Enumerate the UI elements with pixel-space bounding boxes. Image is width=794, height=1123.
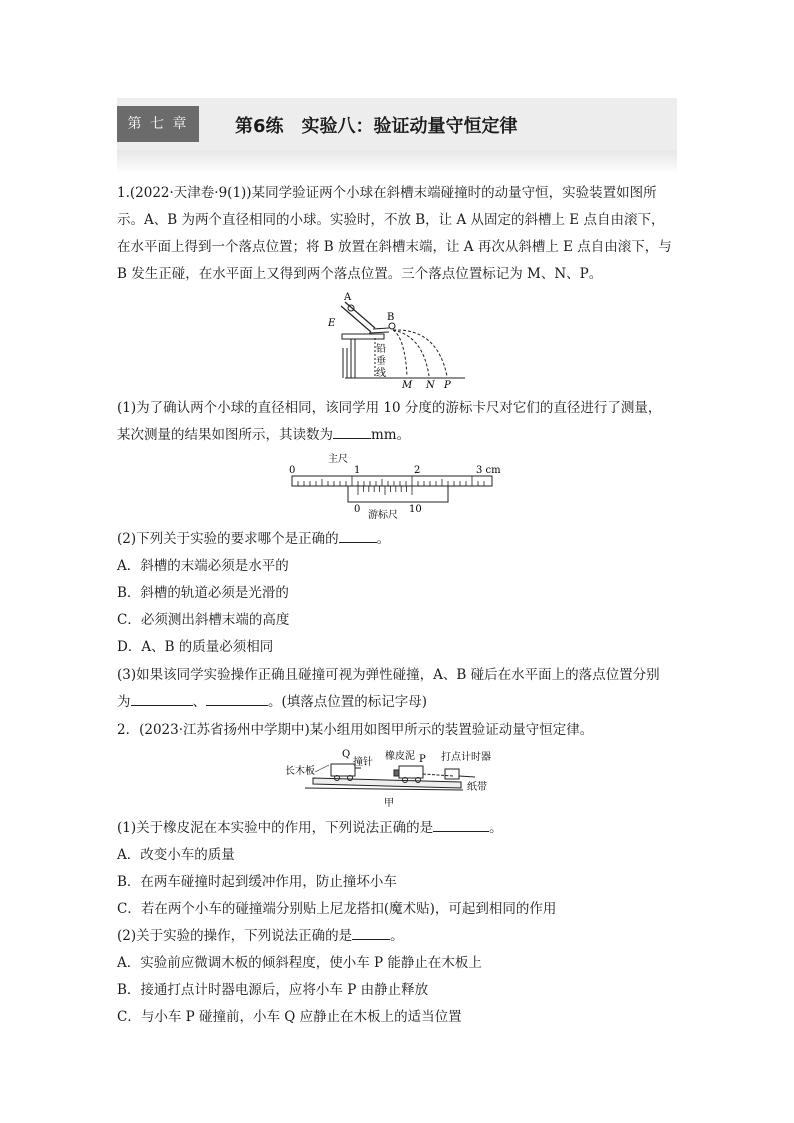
vernier-scale-label: 游标尺 <box>368 510 398 521</box>
main-num-3: 3 cm <box>476 465 501 476</box>
main-num-2: 2 <box>414 465 421 476</box>
label-M: M <box>402 380 413 390</box>
q2-sub2-option-b[interactable]: B．接通打点计时器电源后，应将小车 P 由静止释放 <box>117 982 429 998</box>
q2-sub1-option-c[interactable]: C．若在两个小车的碰撞端分别贴上尼龙搭扣(魔术贴)，可起到相同的作用 <box>117 901 557 917</box>
q2-sub1-option-a[interactable]: A．改变小车的质量 <box>117 847 235 863</box>
q1-option-d[interactable]: D．A、B 的质量必须相同 <box>117 639 274 655</box>
q1-option-a[interactable]: A．斜槽的末端必须是水平的 <box>117 558 289 574</box>
main-num-0: 0 <box>289 465 296 476</box>
main-num-1: 1 <box>354 465 361 476</box>
label-A: A <box>344 292 352 303</box>
q1-sub1-answer-blank[interactable] <box>333 425 371 439</box>
q1-sub2-answer-blank[interactable] <box>339 529 377 543</box>
chapter-tab: 第 七 章 <box>117 106 199 142</box>
q2-sub1: (1)关于橡皮泥在本实验中的作用，下列说法正确的是 。 <box>117 820 503 836</box>
q2-cart-figure <box>285 744 505 810</box>
page-title: 第6练 实验八：验证动量守恒定律 <box>235 116 518 137</box>
label-E: E <box>328 318 336 329</box>
q1-stem: 1.(2022·天津卷·9(1))某同学验证两个小球在斜槽末端碰撞时的动量守恒，实验装置如图所示。A、B 为两个直径相同的小球。实验时，不放 B，让 A 从固定的斜槽上 E 点自由滚下，在水平面上得到一个落点位置；将 B 放置在斜槽末端，让 A 再次从斜槽上 E 点自由滚下，与 B 发生正碰，在水平面上又得到两个落点位置。三个落点位置标记为 M、N、P。 <box>117 185 672 282</box>
label-putty: 橡皮泥 <box>385 751 415 762</box>
label-cart-P: P <box>419 754 426 765</box>
label-plumb-3: 线 <box>376 368 386 379</box>
vernier-num-0: 0 <box>354 504 361 515</box>
label-N: N <box>426 380 435 390</box>
q1-sub2: (2)下列关于实验的要求哪个是正确的 。 <box>117 531 391 547</box>
header-shadow <box>117 150 677 174</box>
vernier-num-10: 10 <box>409 504 422 515</box>
q2-sub1-option-b[interactable]: B．在两车碰撞时起到缓冲作用，防止撞坏小车 <box>117 874 397 890</box>
q1-sub3-line1: (3)如果该同学实验操作正确且碰撞可视为弹性碰撞，A、B 碰后在水平面上的落点位置分别 <box>117 667 660 683</box>
q2-sub1-answer-blank[interactable] <box>433 818 489 832</box>
label-plumb-2: 垂 <box>376 356 386 367</box>
q1-sub1-line2: 某次测量的结果如图所示，其读数为 mm。 <box>117 427 411 443</box>
q1-sub3-line2: 为 、 。(填落点位置的标记字母) <box>117 694 428 710</box>
vernier-scale-ticks <box>358 486 412 495</box>
q2-sub2-option-c[interactable]: C．与小车 P 碰撞前，小车 Q 应静止在木板上的适当位置 <box>117 1009 462 1025</box>
label-long-board: 长木板 <box>285 766 315 777</box>
q2-sub2-answer-blank[interactable] <box>352 926 390 940</box>
q1-sub1-line1: (1)为了确认两个小球的直径相同，该同学用 10 分度的游标卡尺对它们的直径进行了测量， <box>117 400 662 416</box>
label-plumb-1: 铅 <box>376 344 386 355</box>
q1-option-b[interactable]: B．斜槽的轨道必须是光滑的 <box>117 585 289 601</box>
label-B: B <box>387 312 395 323</box>
q1-apparatus-figure <box>325 290 475 390</box>
label-needle: 撞针 <box>353 757 373 768</box>
label-cart-Q: Q <box>342 749 351 760</box>
q1-sub3-answer-blank-2[interactable] <box>206 692 268 706</box>
q2-sub2-option-a[interactable]: A．实验前应微调木板的倾斜程度，使小车 P 能静止在木板上 <box>117 955 482 971</box>
main-scale-ticks <box>292 476 484 486</box>
q2-stem: 2．(2023·江苏省扬州中学期中)某小组用如图甲所示的装置验证动量守恒定律。 <box>117 722 594 738</box>
label-P: P <box>444 380 451 390</box>
label-timer: 打点计时器 <box>441 752 491 763</box>
label-tape: 纸带 <box>467 782 487 793</box>
q2-sub2: (2)关于实验的操作，下列说法正确的是 。 <box>117 928 404 944</box>
chapter-header <box>117 98 677 150</box>
caliper-figure <box>282 450 502 522</box>
q1-option-c[interactable]: C．必须测出斜槽末端的高度 <box>117 612 290 628</box>
q1-sub3-answer-blank-1[interactable] <box>131 692 193 706</box>
main-scale-label: 主尺 <box>328 454 348 465</box>
figure-caption-jia: 甲 <box>384 798 394 809</box>
